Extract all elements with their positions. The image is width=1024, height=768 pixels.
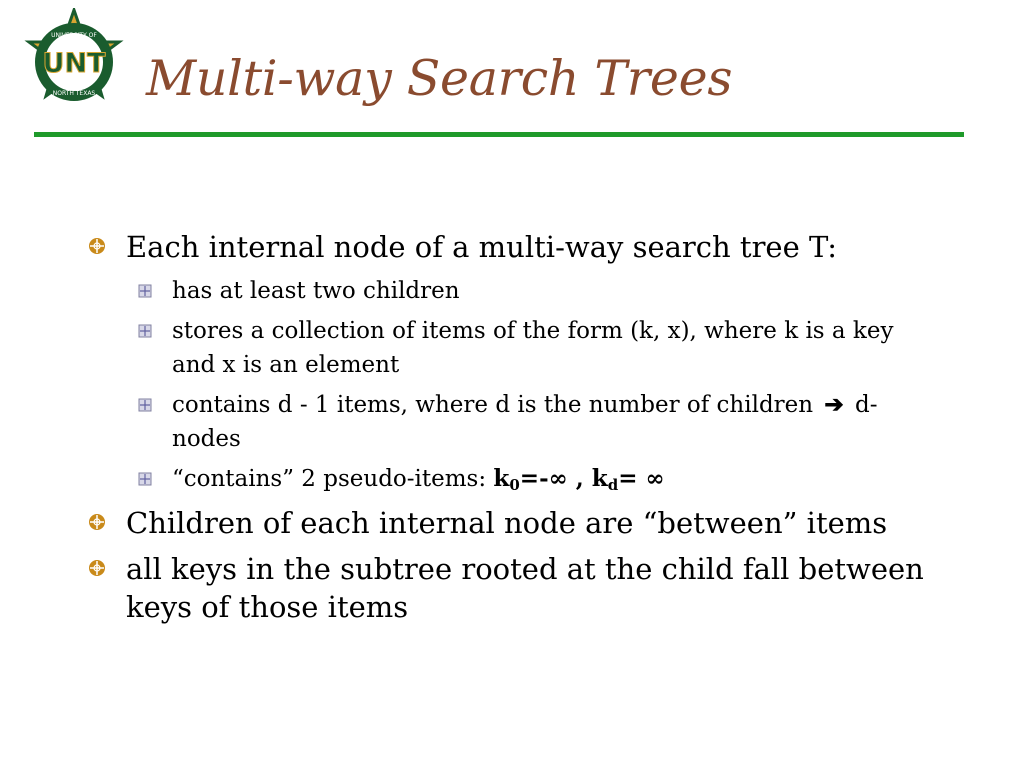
- bullet-icon: [88, 559, 106, 577]
- slide-title: Multi-way Search Trees: [146, 50, 733, 107]
- sub-bullet-item: [88, 274, 942, 308]
- sub-bullet-icon: [138, 284, 152, 298]
- bullet-item: [88, 504, 968, 542]
- unt-logo: [18, 8, 130, 114]
- logo-arc-bottom: NORTH TEXAS: [52, 90, 96, 97]
- sub-bullet-text: contains d - 1 items, where d is the number of children: [172, 392, 814, 418]
- sub-bullet-text: has at least two children: [172, 278, 460, 304]
- sub-bullet-item: [88, 314, 942, 382]
- sub-list: [88, 274, 968, 496]
- bullet-text: Children of each internal node are “between” items: [126, 506, 888, 540]
- title-divider: [34, 132, 964, 137]
- sub-bullet-text: stores a collection of items of the form (k, x), where k is a key and x is an element: [172, 318, 894, 378]
- sub-bullet-item: [88, 388, 942, 456]
- bullet-icon: [88, 513, 106, 531]
- sub-bullet-icon: [138, 398, 152, 412]
- logo-arc-top: UNIVERSITY OF: [51, 32, 97, 39]
- sub-bullet-text: “contains” 2 pseudo-items:: [172, 466, 494, 492]
- bullet-item: [88, 550, 968, 626]
- sub-bullet-icon: [138, 472, 152, 486]
- pseudo-items-formula: $k_0=-\infty$ , $k_d=$ ∞: [493, 465, 665, 494]
- bullet-icon: [88, 237, 106, 255]
- bullet-text: Each internal node of a multi-way search tree T:: [126, 230, 838, 264]
- right-arrow-icon: ➔: [824, 391, 844, 418]
- slide-content: [88, 228, 968, 634]
- bullet-item: [88, 228, 968, 266]
- bullet-text: all keys in the subtree rooted at the child fall between keys of those items: [126, 552, 924, 624]
- sub-bullet-icon: [138, 324, 152, 338]
- sub-bullet-item: [88, 462, 942, 496]
- logo-text: UNT: [42, 48, 106, 79]
- sub-bullet-text-after: d-nodes: [172, 392, 878, 452]
